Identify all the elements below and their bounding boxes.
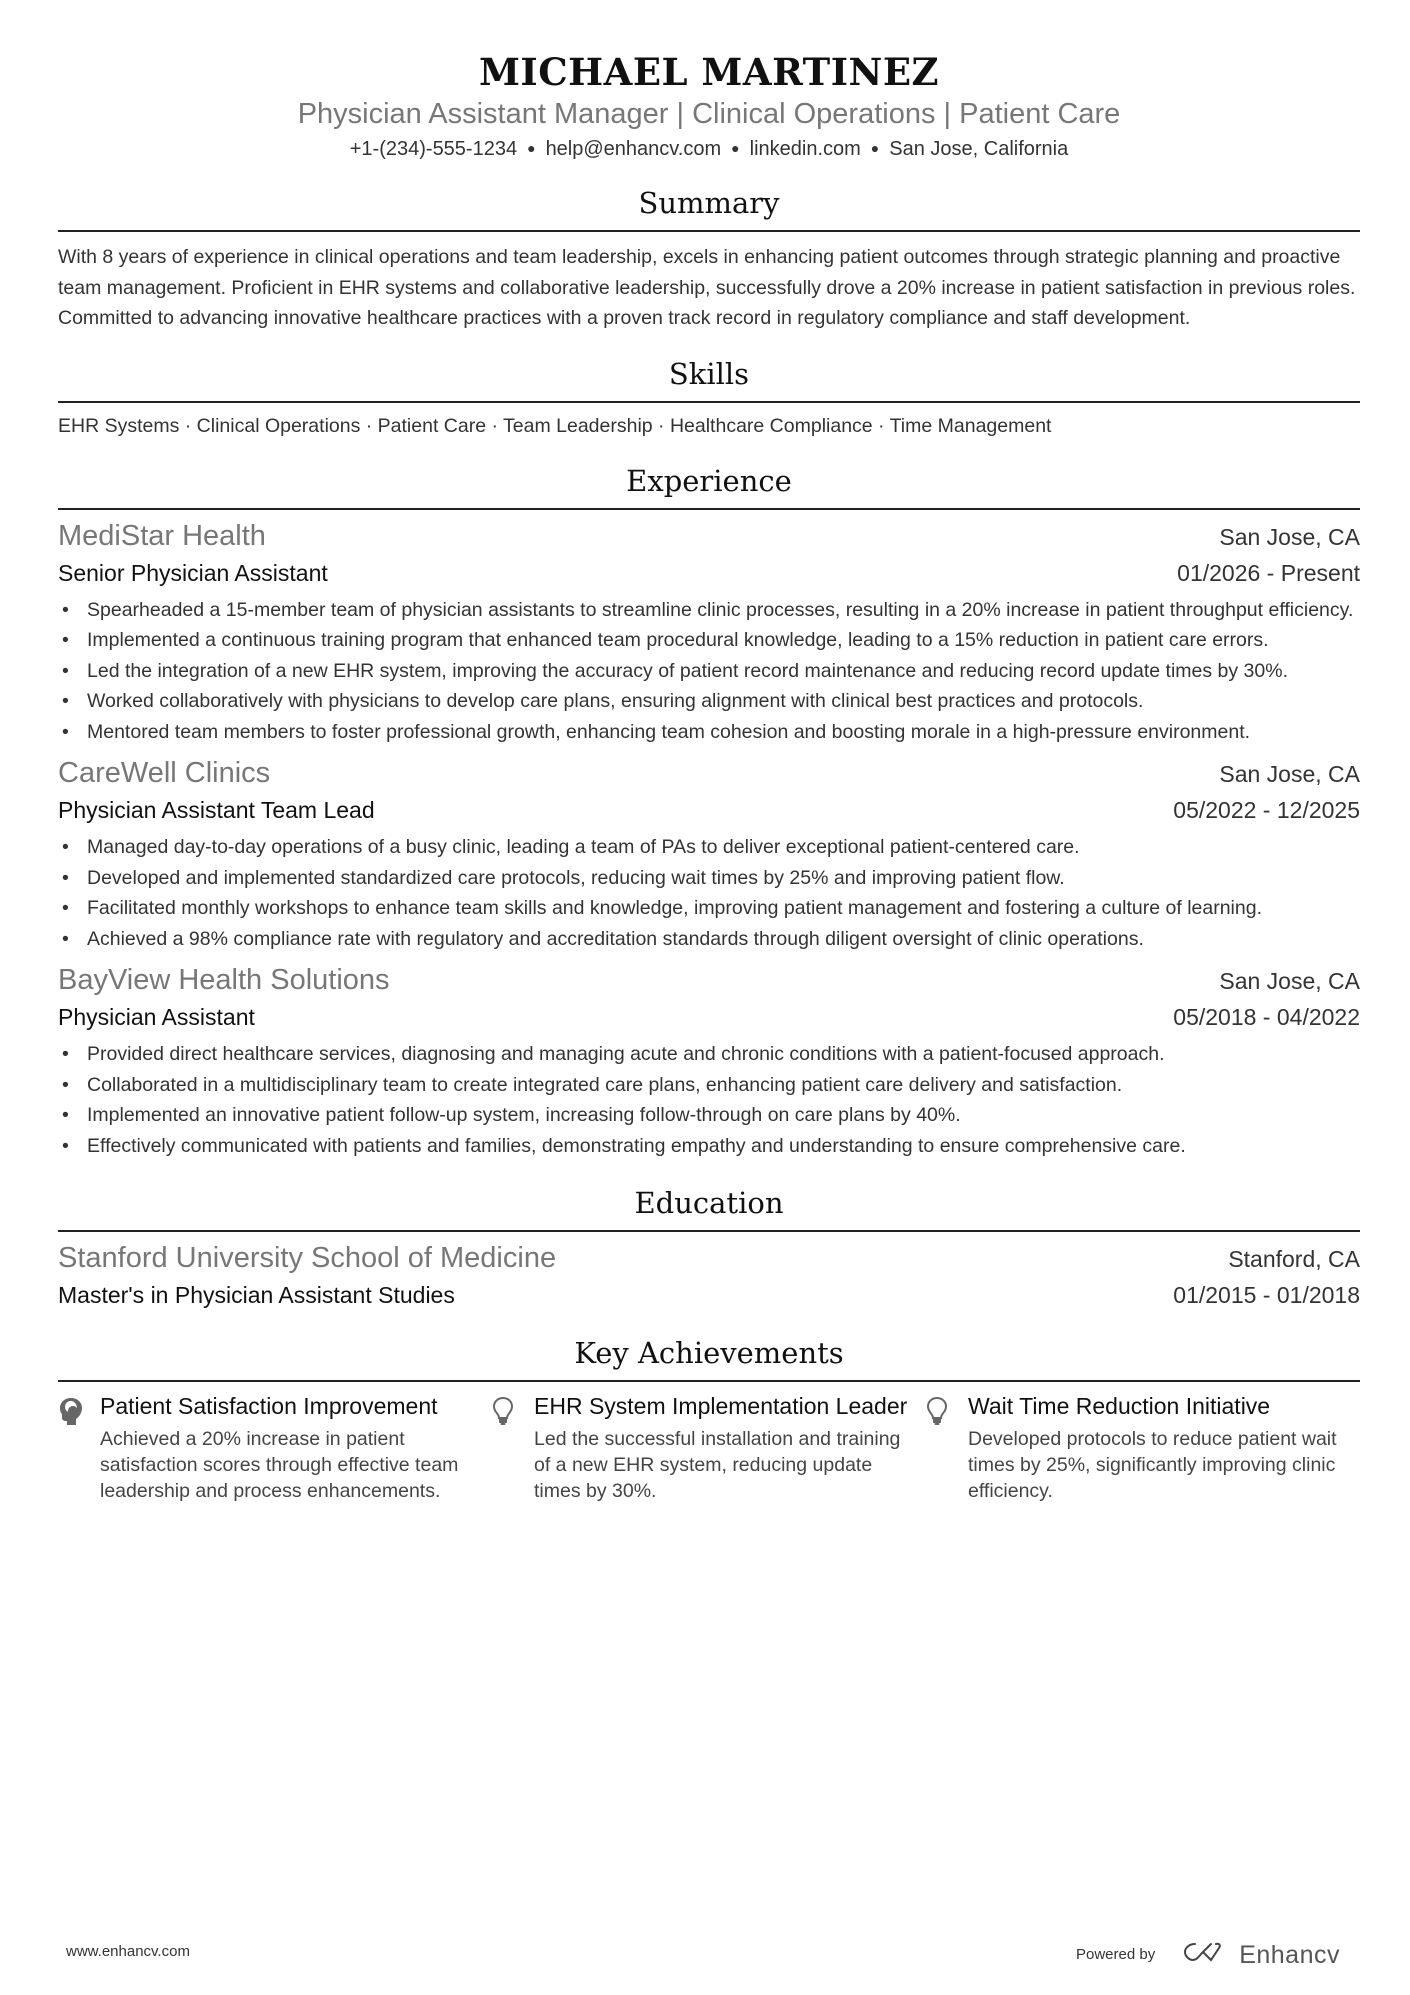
section-divider — [58, 401, 1360, 403]
company-name: MediStar Health — [58, 519, 266, 552]
experience-section — [58, 461, 1360, 1162]
section-title: Experience — [626, 463, 792, 498]
linkedin-link[interactable]: linkedin.com — [749, 138, 861, 160]
contact-line — [58, 134, 1360, 163]
summary-section — [58, 183, 1360, 334]
job-bullets — [58, 1039, 1360, 1161]
bullet-item: • Managed day-to-day operations of a busy clinic, leading a team of PAs to deliver exceptional patient-centered care. — [58, 832, 1360, 863]
achievements-section — [58, 1333, 1360, 1504]
head-icon — [58, 1392, 100, 1504]
achievement-description: Developed protocols to reduce patient wait times by 25%, significantly improving clinic efficiency. — [968, 1428, 1337, 1502]
separator-dot: ● — [527, 140, 536, 156]
achievement-title: Patient Satisfaction Improvement — [100, 1393, 438, 1419]
headline: Physician Assistant Manager | Clinical Operations | Patient Care — [297, 98, 1121, 130]
bullet-item: • Mentored team members to foster professional growth, enhancing team cohesion and boosting morale in a high-pressure environment. — [58, 717, 1360, 748]
bullet-item: • Achieved a 98% compliance rate with regulatory and accreditation standards through diligent oversight of clinic operations. — [58, 924, 1360, 955]
job-entry — [58, 755, 1360, 954]
achievement-title: Wait Time Reduction Initiative — [968, 1393, 1271, 1419]
school-location: Stanford, CA — [1228, 1246, 1360, 1272]
bullet-item: • Worked collaboratively with physicians to develop care plans, ensuring alignment with clinical best practices and protocols. — [58, 686, 1360, 717]
separator-dot: ● — [870, 140, 880, 156]
achievement-item — [926, 1392, 1360, 1504]
resume-header — [58, 50, 1360, 163]
section-title: Education — [634, 1186, 784, 1220]
bullet-item: • Led the integration of a new EHR system, improving the accuracy of patient record maintenance and reducing record update times by 30%. — [58, 656, 1360, 687]
section-title: Summary — [638, 186, 780, 220]
achievement-item — [492, 1392, 926, 1504]
education-entry — [58, 1240, 1360, 1313]
bullet-item: • Effectively communicated with patients and families, demonstrating empathy and understanding to ensure comprehensive care. — [58, 1131, 1360, 1162]
candidate-name: MICHAEL MARTINEZ — [478, 50, 940, 94]
job-dates: 05/2022 - 12/2025 — [1173, 797, 1360, 823]
job-title: Physician Assistant — [58, 1004, 255, 1030]
education-dates: 01/2015 - 01/2018 — [1173, 1282, 1360, 1308]
section-divider — [58, 1380, 1360, 1382]
resume-page — [58, 0, 1360, 1504]
page-footer — [66, 1940, 1410, 1970]
achievement-item — [58, 1392, 492, 1504]
achievement-description: Led the successful installation and training of a new EHR system, reducing update times by 30%. — [534, 1428, 901, 1502]
location: San Jose, California — [889, 138, 1069, 160]
school-name: Stanford University School of Medicine — [58, 1242, 557, 1274]
enhancv-logo-icon — [1181, 1940, 1225, 1969]
section-divider — [58, 230, 1360, 232]
website-link[interactable]: www.enhancv.com — [66, 1943, 190, 1960]
lightbulb-icon — [926, 1392, 968, 1504]
job-title: Physician Assistant Team Lead — [58, 797, 375, 823]
job-entry — [58, 518, 1360, 748]
email-link[interactable]: help@enhancv.com — [545, 138, 722, 160]
enhancv-brand[interactable]: Enhancv — [1239, 1940, 1340, 1969]
job-entry — [58, 962, 1360, 1161]
bullet-item: • Facilitated monthly workshops to enhance team skills and knowledge, improving patient management and fostering a culture of learning. — [58, 893, 1360, 924]
section-divider — [58, 508, 1360, 510]
bullet-item: • Developed and implemented standardized care protocols, reducing wait times by 25% and improving patient flow. — [58, 863, 1360, 894]
skills-list: EHR Systems · Clinical Operations · Patient Care · Team Leadership · Healthcare Compliance · Time Management — [58, 414, 1052, 437]
job-location: San Jose, CA — [1219, 523, 1360, 550]
phone: +1-(234)-555-1234 — [349, 138, 518, 160]
bullet-item: • Implemented a continuous training program that enhanced team procedural knowledge, leading to a 15% reduction in patient care errors. — [58, 625, 1360, 656]
achievement-description: Achieved a 20% increase in patient satisfaction scores through effective team leadership and process enhancements. — [100, 1428, 459, 1502]
company-name: BayView Health Solutions — [58, 964, 390, 996]
bullet-item: • Provided direct healthcare services, diagnosing and managing acute and chronic conditions with a patient-focused approach. — [58, 1039, 1360, 1070]
job-location: San Jose, CA — [1219, 761, 1360, 787]
job-bullets — [58, 832, 1360, 954]
powered-by-label: Powered by — [1075, 1945, 1156, 1963]
bullet-item: • Spearheaded a 15-member team of physician assistants to streamline clinic processes, resulting in a 20% increase in patient throughput efficiency. — [58, 595, 1360, 626]
company-name: CareWell Clinics — [58, 757, 271, 789]
job-title: Senior Physician Assistant — [58, 559, 328, 586]
job-bullets — [58, 595, 1360, 748]
lightbulb-icon — [492, 1392, 534, 1504]
job-dates: 05/2018 - 04/2022 — [1173, 1004, 1360, 1030]
section-title: Skills — [668, 356, 750, 391]
job-dates: 01/2026 - Present — [1177, 559, 1360, 586]
bullet-item: • Implemented an innovative patient follow-up system, increasing follow-through on care plans by 40%. — [58, 1100, 1360, 1131]
section-divider — [58, 1230, 1360, 1232]
section-title: Key Achievements — [574, 1336, 844, 1370]
job-location: San Jose, CA — [1219, 968, 1360, 994]
achievement-title: EHR System Implementation Leader — [534, 1393, 908, 1419]
education-section — [58, 1183, 1360, 1313]
degree: Master's in Physician Assistant Studies — [58, 1282, 455, 1308]
separator-dot: ● — [731, 140, 740, 156]
skills-section — [58, 354, 1360, 441]
bullet-item: • Collaborated in a multidisciplinary team to create integrated care plans, enhancing patient care delivery and satisfaction. — [58, 1070, 1360, 1101]
summary-text: With 8 years of experience in clinical operations and team leadership, excels in enhancing patient outcomes through strategic planning and proactive team management. Proficient in EHR systems and collaborative leadership, successfully drove a 20% increase in patient satisfaction in previous roles. Committed to advancing innovative healthcare practices with a proven track record in regulatory compliance and staff development. — [58, 246, 1356, 329]
